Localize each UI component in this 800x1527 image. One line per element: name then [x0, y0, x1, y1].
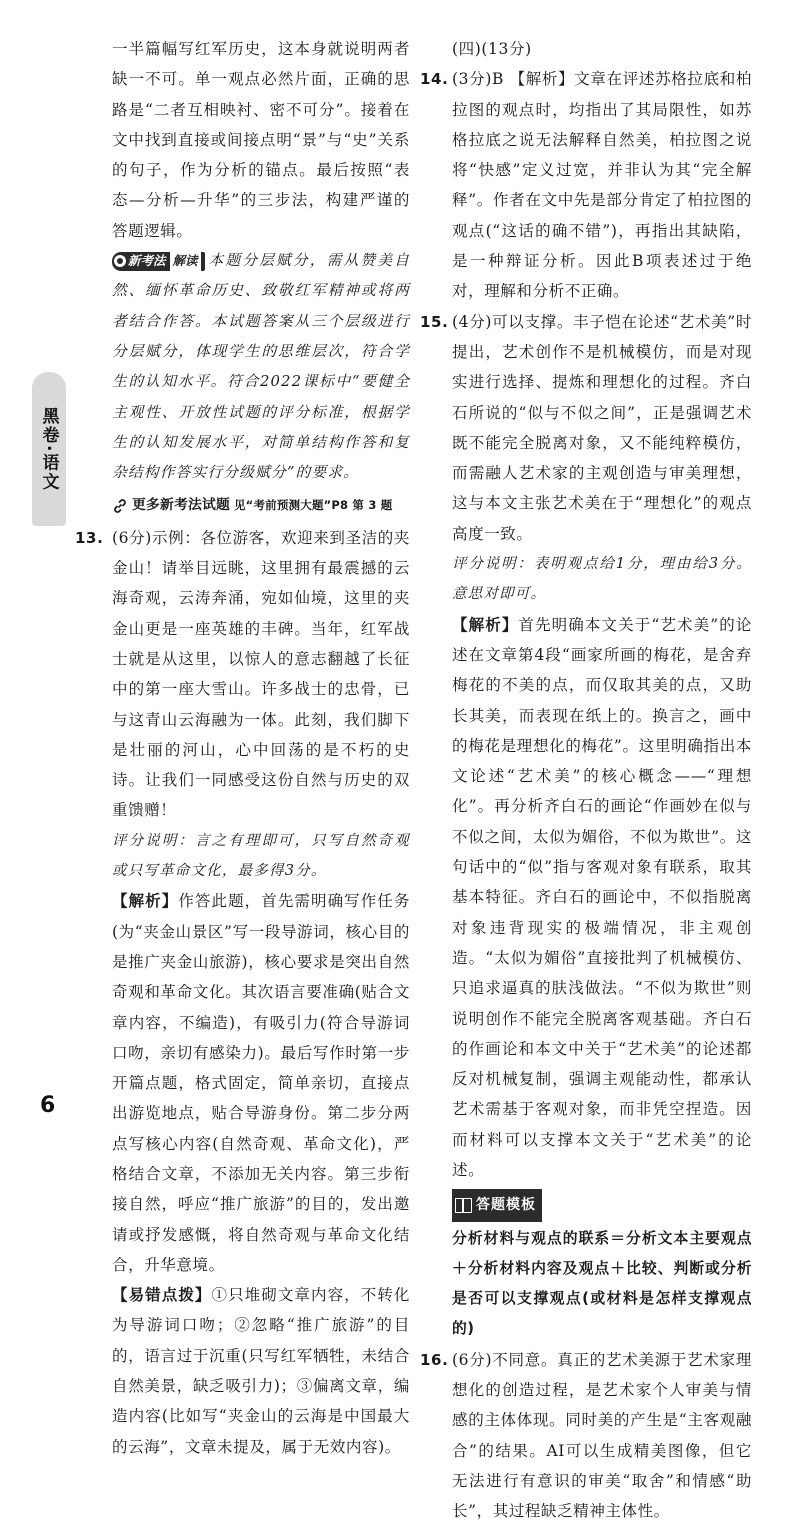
- q13-analysis: [112, 886, 410, 1280]
- left-column: [75, 34, 410, 1462]
- q15-grading: 评分说明：表明观点给1分，理由给3分。意思对即可。: [452, 556, 752, 603]
- new-exam-explain: [112, 246, 410, 488]
- q14-number: 14.: [420, 70, 449, 89]
- more-questions: [112, 490, 410, 520]
- q13-error-text: ①只堆砌文章内容，不转化为导游词口吻；②忽略“推广旅游”的目的，语言过于沉重(只写红军牺牲，未结合自然美景，缺乏吸引力)；③偏离文章，编造内容(比如写“夹金山的云海是中国最大的云海”，文章未提及，属于无效内容)。: [112, 1286, 410, 1456]
- right-column: [420, 34, 752, 1527]
- more-questions-title: 更多新考法试题: [132, 497, 230, 514]
- answer-template-label: 答题模板: [476, 1197, 536, 1214]
- book-icon: [455, 1198, 472, 1213]
- q13-error-label: 【易错点拨】: [112, 1286, 212, 1305]
- q14-text: (3分)B 【解析】文章在评述苏格拉底和柏拉图的观点时，均指出了其局限性，如苏格拉底之说无法解释自然美，柏拉图之说将“快感”定义过宽，并非认为其“完全解释”。作者在文中先是部分肯定了柏拉图的观点(“这话的确不错”)，再指出其缺陷，是一种辩证分析。因此B项表述过于绝对，理解和分析不正确。: [452, 70, 752, 301]
- section-header: (四)(13分): [452, 40, 532, 58]
- new-exam-badge: [112, 252, 205, 271]
- q13-error-tips: [112, 1280, 410, 1462]
- new-exam-explain-text: 本题分层赋分，需从赞美自然、缅怀革命历史、致敬红军精神或将两者结合作答。本试题答案从三个层级进行分层赋分，体现学生的思维层次，符合学生的认知水平。符合2022课标中“要健全主观性、开放性试题的评分标准，根据学生的认知发展水平，对简单结构作答和复杂结构作答实行分级赋分”的要求。: [112, 252, 410, 482]
- q16-number: 16.: [420, 1350, 449, 1369]
- q13-number: 13.: [75, 528, 104, 547]
- q13-analysis-label: 【解析】: [112, 892, 179, 911]
- q13-analysis-text: 作答此题，首先需明确写作任务(为“夹金山景区”写一段导游词，核心目的是推广夹金山旅游)，核心要求是突出自然奇观和革命文化。其次语言要准确(贴合文章内容，不编造)，有吸引力(符合导游词口吻，亲切有感染力)。最后写作时第一步开篇点题，格式固定，简单亲切，直接点出游览地点，贴合导游身份。第二步分两点写核心内容(自然奇观、革命文化)，严格结合文章，不添加无关内容。第三步衔接自然，呼应“推广旅游”的目的，发出邀请或抒发感慨，将自然奇观与革命文化结合，升华意境。: [112, 892, 410, 1274]
- q16-text: (6分)不同意。真正的艺术美源于艺术家理想化的创造过程，是艺术家个人审美与情感的主体体现。同时美的产生是“主客观融合”的结果。AI可以生成精美图像，但它无法进行有意识的审美“取舍”和情感“助长”，其过程缺乏精神主体性。: [452, 1350, 752, 1521]
- q15-answer: (4分)可以支撑。丰子恺在论述“艺术美”时提出，艺术创作不是机械模仿，而是对现实进行选择、提炼和理想化的过程。齐白石所说的“似与不似之间”，正是强调艺术既不能完全脱离对象，又不能纯粹模仿，而需融人艺术家的主观创造与审美理想，这与本文主张艺术美在于“理想化”的观点高度一致。: [452, 312, 752, 543]
- more-questions-ref: 见“考前预测大题”P8 第 3 题: [233, 498, 393, 513]
- page-number: 6: [40, 1093, 56, 1118]
- new-exam-badge-sub: 解读: [170, 246, 201, 276]
- answer-template-text: 分析材料与观点的联系＝分析文本主要观点＋分析材料内容及观点＋比较、判断或分析是否可以支撑观点(或材料是怎样支撑观点的): [452, 1229, 752, 1338]
- link-icon: [112, 498, 128, 514]
- q13-grading: 评分说明：言之有理即可，只写自然奇观或只写革命文化，最多得3分。: [112, 832, 410, 880]
- q15-analysis-label: 【解析】: [452, 615, 519, 634]
- question-15: [420, 307, 752, 549]
- question-13: [75, 523, 410, 826]
- bulb-icon: [114, 255, 126, 267]
- q13-answer: (6分)示例：各位游客，欢迎来到圣洁的夹金山！请举目远眺，这里拥有最震撼的云海奇观，云涛奔涌，宛如仙境，这里的夹金山更是一座英雄的丰碑。当年，红军战士就是从这里，以惊人的意志翻越了长征中的第一座大雪山。许多战士的忠骨，已与这青山云海融为一体。此刻，我们脚下是壮丽的河山，心中回荡的是不朽的史诗。让我们一同感受这份自然与历史的双重馈赠！: [112, 528, 410, 820]
- new-exam-badge-main: 新考法: [128, 252, 166, 268]
- side-tab-label: 黑卷·语文: [38, 406, 59, 492]
- q15-number: 15.: [420, 312, 449, 331]
- q15-analysis: [452, 610, 752, 1186]
- q12-tail-text: 一半篇幅写红军历史，这本身就说明两者缺一不可。单一观点必然片面，正确的思路是“二者互相映衬、密不可分”。接着在文中找到直接或间接点明“景”与“史”关系的句子，作为分析的锚点。最后按照“表态—分析—升华”的三步法，构建严谨的答题逻辑。: [112, 40, 410, 240]
- answer-template-badge: [452, 1189, 542, 1221]
- question-16: [420, 1345, 752, 1527]
- question-14: [420, 64, 752, 306]
- side-tab: [32, 372, 66, 526]
- q15-analysis-text: 首先明确本文关于“艺术美”的论述在文章第4段“画家所画的梅花，是舍弃梅花的不美的点，而仅取其美的点，又助长其美，而表现在纸上的。换言之，画中的梅花是理想化的梅花”。这里明确指出本文论述“艺术美”的核心概念——“理想化”。再分析齐白石的画论“作画妙在似与不似之间，太似为媚俗，不似为欺世”。这句话中的“似”指与客观对象有联系，取其基本特征。齐白石的画论中，不似指脱离对象违背现实的极端情况，非主观创造。“太似为媚俗”直接批判了机械模仿、只追求逼真的肤浅做法。“不似为欺世”则说明创作不能完全脱离客观基础。齐白石的作画论和本文中关于“艺术美”的论述都反对机械复制，强调主观能动性，都承认艺术需基于客观对象，而非凭空捏造。因而材料可以支撑本文关于“艺术美”的论述。: [452, 615, 752, 1179]
